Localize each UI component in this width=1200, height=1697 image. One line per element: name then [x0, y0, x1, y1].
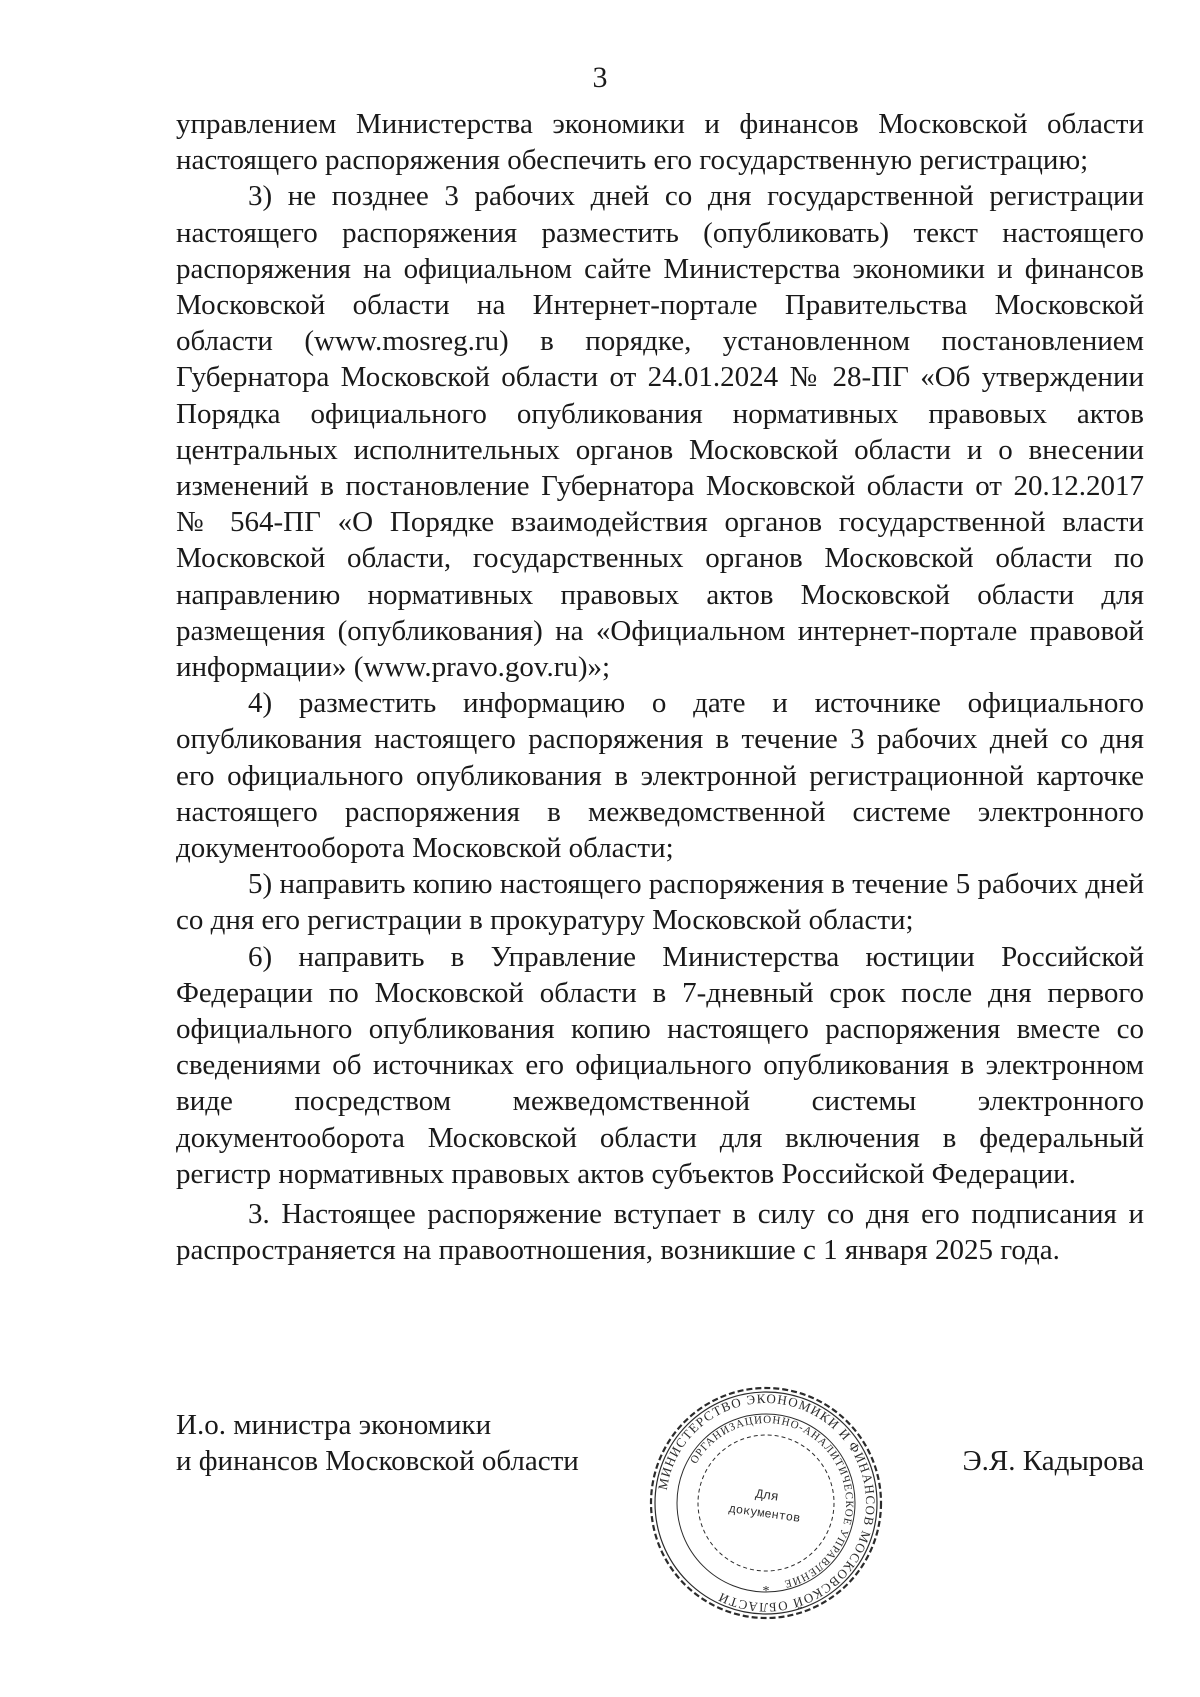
official-seal — [646, 1383, 886, 1623]
seal-inner-text: ОРГАНИЗАЦИОННО-АНАЛИТИЧЕСКОЕ УПРАВЛЕНИЕ — [688, 1413, 856, 1590]
document-body — [176, 106, 1144, 1269]
seal-outer-text: МИНИСТЕРСТВО ЭКОНОМИКИ И ФИНАНСОВ МОСКОВСКОЙ ОБЛАСТИ — [654, 1390, 879, 1616]
seal-graphic — [646, 1383, 886, 1623]
paragraph-continuation: управлением Министерства экономики и финансов Московской области настоящего распоряжения обеспечить его государственную регистрацию; — [176, 108, 1144, 177]
seal-center-line1: Для — [754, 1486, 780, 1505]
paragraph-clause-3: 3. Настоящее распоряжение вступает в силу со дня его подписания и распространяется на правоотношения, возникшие с 1 января 2025 года. — [176, 1198, 1144, 1267]
signatory-position-line1: И.о. министра экономики — [176, 1409, 492, 1441]
paragraph-item-6: 6) направить в Управление Министерства юстиции Российской Федерации по Московской области в 7-дневный срок после дня первого официального опубликования копию настоящего распоряжения вместе со сведениями об источниках его официального опубликования в электронном виде посредством межведомственной системы электронного документооборота Московской области для включения в федеральный регистр нормативных правовых актов субъектов Российской Федерации. — [176, 940, 1144, 1190]
signatory-position-line2: и финансов Московской области — [176, 1445, 579, 1478]
signatory-position — [176, 1407, 616, 1479]
paragraph-item-4: 4) разместить информацию о дате и источнике официального опубликования настоящего распоряжения в течение 3 рабочих дней со дня его официального опубликования в электронной регистрационной карточке настоящего распоряжения в межведомственной системе электронного документооборота Московской области; — [176, 687, 1144, 865]
signatory-name: Э.Я. Кадырова — [962, 1445, 1144, 1477]
paragraph-item-5: 5) направить копию настоящего распоряжения в течение 5 рабочих дней со дня его регистрации в прокуратуру Московской области; — [176, 868, 1144, 937]
page-number: 3 — [592, 61, 608, 94]
paragraph-item-3: 3) не позднее 3 рабочих дней со дня государственной регистрации настоящего распоряжения разместить (опубликовать) текст настоящего распоряжения на официальном сайте Министерства экономики и финансов Московской области на Интернет-портале Правительства Московской области (www.mosreg.ru) в порядке, установленном постановлением Губернатора Московской области от 24.01.2024 № 28-ПГ «Об утверждении Порядка официального опубликования нормативных правовых актов центральных исполнительных органов Московской области и о внесении изменений в постановление Губернатора Московской области от 20.12.2017 № 564-ПГ «О Порядке взаимодействия органов государственной власти Московской области, государственных органов Московской области по направлению нормативных правовых актов Московской области для размещения (опубликования) на «Официальном интернет-портале правовой информации» (www.pravo.gov.ru)»; — [176, 180, 1144, 684]
seal-center-line2: документов — [727, 1501, 802, 1526]
seal-star: * — [762, 1584, 770, 1599]
